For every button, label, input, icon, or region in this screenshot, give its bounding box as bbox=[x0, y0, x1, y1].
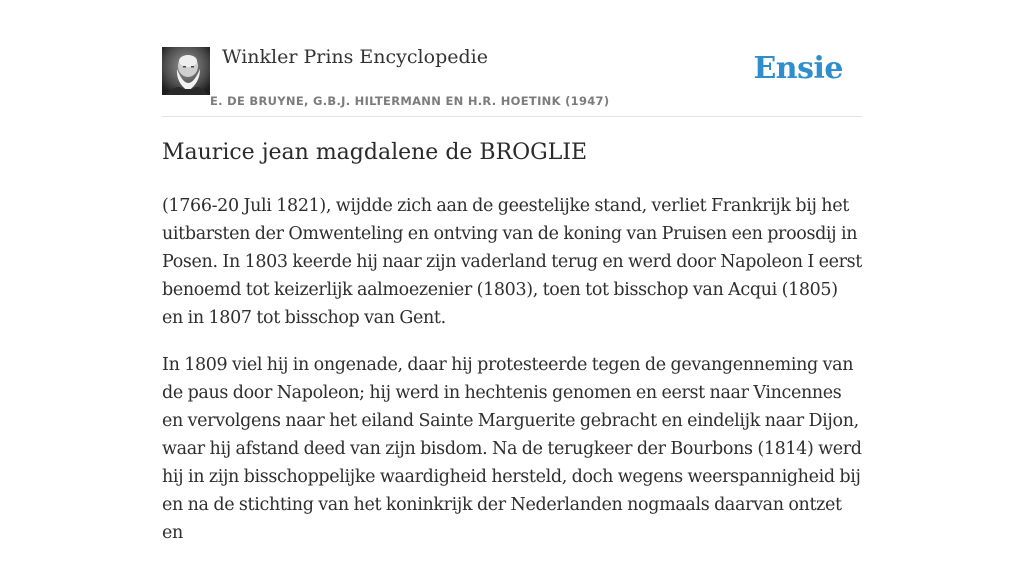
article-paragraph-2: In 1809 viel hij in ongenade, daar hij protesteerde tegen de gevangenneming van de paus door Napoleon; hij werd in hechtenis genomen en eerst naar Vincennes en vervolgens naar het eiland Sainte Marguerite gebracht en eindelijk naar Dijon, waar hij afstand deed van zijn bisdom. Na de terugkeer der Bourbons (1814) werd hij in zijn bisschoppelijke waardigheid hersteld, doch wegens weerspannigheid bij en na de stichting van het koninkrijk der Nederlanden nogmaals daarvan ontzet en bbox=[162, 355, 862, 543]
encyclopedia-authors: E. DE BRUYNE, G.B.J. HILTERMANN EN H.R. HOETINK (1947) bbox=[210, 94, 610, 108]
article-body bbox=[162, 192, 862, 566]
article-paragraph-1: (1766-20 Juli 1821), wijdde zich aan de geestelijke stand, verliet Frankrijk bij het uitbarsten der Omwenteling en ontving van de koning van Pruisen een proosdij in Posen. In 1803 keerde hij naar zijn vaderland terug en werd door Napoleon I eerst benoemd tot keizerlijk aalmoezenier (1803), toen tot bisschop van Acqui (1805) en in 1807 tot bisschop van Gent. bbox=[162, 196, 862, 328]
encyclopedia-title[interactable]: Winkler Prins Encyclopedie bbox=[222, 46, 488, 68]
author-avatar-icon bbox=[162, 47, 210, 95]
article-title: Maurice jean magdalene de BROGLIE bbox=[162, 140, 588, 165]
ensie-logo-link[interactable]: Ensie bbox=[753, 51, 843, 86]
source-header bbox=[162, 44, 862, 117]
